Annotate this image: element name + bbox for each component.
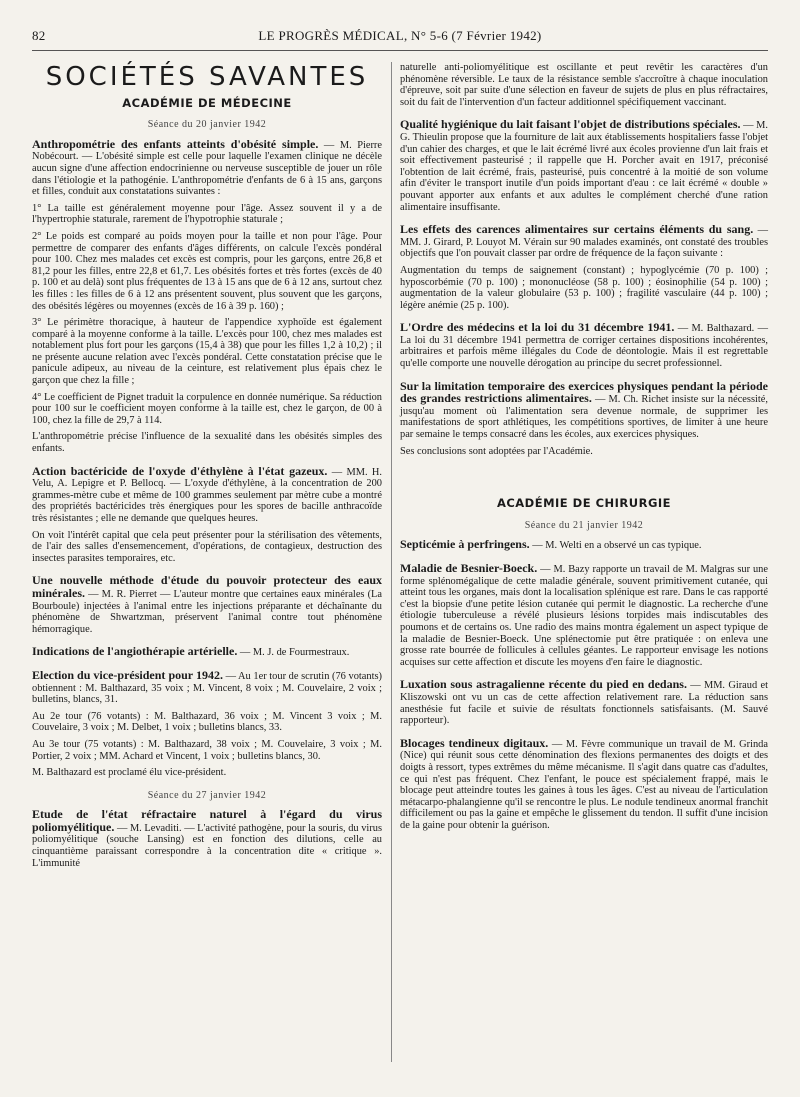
article-text: — MM. H. Velu, A. Lepigre et P. Bellocq. — L'oxyde d'éthylène, à la concentration de 200 grammes-mètre cube et même de 100 grammes seulement par mètre cube a montré des propriétés bactéricides très énergiques pour les spores de bacille anthracoïde très résistantes ; elle ne demande que quelques heures. <box>32 466 382 524</box>
session-date: Séance du 20 janvier 1942 <box>147 119 267 131</box>
article-ordre-medecins <box>400 322 768 369</box>
article-title: Qualité hygiénique du lait faisant l'objet de distributions spéciales. <box>400 117 741 132</box>
article-poliomyelitique <box>32 809 382 869</box>
article-text: — M. Bazy rapporte un travail de M. Malgras sur une forme splénomégalique de cette maladie générale, souvent primitivement cutanée, qui atteint tous les organes, mais dont la localisation splénique est rare. Dans le cas rapporté c'est la biopsie d'une petite lésion cutanée qui permit le diagnostic. La recherche d'une étiologie tuberculeuse a révélé plusieurs lésions torpides mais indiscutables des poumons et de certains os. Une radio des mains montra également un aspect typique de la maladie de Besnier-Boeck. Une splénectomie put être pratiquée : on enleva une grosse rate bourrée de follicules à cellules géantes. Le rapporteur envisage les notions acquises sur cette affection et discute les moyens d'en faire le diagnostic. <box>400 564 768 668</box>
right-column <box>400 62 768 836</box>
article-text: — MM. J. Girard, P. Louyot M. Vérain sur 90 malades examinés, ont constaté des troubles objectifs que l'on pouvait classer par ordre de fréquence de la façon suivante : <box>400 225 768 260</box>
article-title: Les effets des carences alimentaires sur certains éléments du sang. <box>400 222 754 237</box>
paragraph: L'anthropométrie précise l'influence de la sexualité dans les obésités simples des enfants. <box>32 431 382 455</box>
article-text: — Au 1er tour de scrutin (76 votants) obtiennent : M. Balthazard, 35 voix ; M. Vincent, 8 voix ; M. Couvelaire, 2 voix ; bulletins, blancs, 31. <box>32 670 382 706</box>
article-angiotherapie <box>32 646 382 659</box>
header-rule <box>32 50 768 51</box>
article-title: L'Ordre des médecins et la loi du 31 décembre 1941. <box>400 320 675 335</box>
page-number: 82 <box>32 28 46 43</box>
article-anthropometrie <box>32 136 383 198</box>
paragraph: On voit l'intérêt capital que cela peut présenter pour la stérilisation des vêtements, de l'air des salles d'ensemencement, d'opérations, de contagieux, destruction des insectes parasites temporaires, etc. <box>32 529 382 564</box>
session-date: Séance du 21 janvier 1942 <box>524 519 644 531</box>
paragraph: Au 3e tour (75 votants) : M. Balthazard, 38 voix ; M. Couvelaire, 3 voix ; M. Portier, 2 voix ; MM. Achard et Vincent, 1 voix ; bulletins blancs, 30. <box>32 738 382 762</box>
article-lait <box>400 119 768 213</box>
article-election <box>32 667 382 706</box>
article-title: Action bactéricide de l'oxyde d'éthylène à l'état gazeux. <box>32 463 328 478</box>
article-title: Etude de l'état réfractaire naturel à l'égard du virus poliomyélitique. <box>32 807 382 834</box>
article-title: Septicémie à perfringens. <box>400 537 530 552</box>
article-oxyde <box>32 463 382 525</box>
article-text: — M. Ch. Richet insiste sur la nécessité, jusqu'au moment où l'alimentation sera devenue normale, de supprimer les manifestations de sport athlétiques, les compétitions sportives, de limiter à une heure par semaine le temps consacré dans les écoles, aux exercices physiques. <box>400 394 768 441</box>
article-title: Indications de l'angiothérapie artérielle. <box>32 644 238 659</box>
running-title: LE PROGRÈS MÉDICAL, N° 5-6 (7 Février 1942) <box>258 28 542 43</box>
paragraph: Augmentation du temps de saignement (constant) ; hypoglycémie (70 p. 100) ; hyposcorbémie (70 p. 100) ; mononucléose (58 p. 100) ; éosinophilie (54 p. 100) ; augmentation de la valeur globulaire (53 p. 100) ; fragilité vasculaire (44 p. 100) ; légère anémie (25 p. 100). <box>400 264 768 311</box>
academy-heading: ACADÉMIE DE CHIRURGIE <box>496 496 672 511</box>
article-text: — M. J. de Fourmestraux. <box>239 647 350 659</box>
academy-heading: ACADÉMIE DE MÉDECINE <box>122 95 292 110</box>
article-carences <box>400 224 768 260</box>
article-title: Blocages tendineux digitaux. <box>400 735 549 750</box>
article-title: Election du vice-président pour 1942. <box>32 667 223 682</box>
article-blocages <box>400 735 768 832</box>
article-septicemie <box>400 539 768 552</box>
article-text: — M. Levaditi. — L'activité pathogène, pour la souris, du virus poliomyélitique (souche Lansing) est en fonction des dilutions, celle au cinquantième paraissant correspondre à la concentration dite « critique ». L'immunité <box>32 822 383 869</box>
section-title: SOCIÉTÉS SAVANTES <box>45 62 369 92</box>
article-title: Une nouvelle méthode d'étude du pouvoir protecteur des eaux minérales. <box>32 573 382 600</box>
paragraph: M. Balthazard est proclamé élu vice-président. <box>32 767 227 779</box>
article-text: — M. Balthazard. — La loi du 31 décembre 1941 permettra de corriger certaines dispositions incohérentes, arbitraires et parfois même illégales du Code de déontologie. Mais il est regrettable qu'elle comporte une nouvelle dérogation au principe du secret professionnel. <box>400 323 768 370</box>
article-text: — M. Fèvre communique un travail de M. Grinda (Nice) qui réunit sous cette dénomination des flexions permanentes des doigts et des doigts à ressort, types extrêmes du même mécanisme. Il s'agit dans quatre cas d'adultes, ce qui n'est pas fréquent. Chez l'enfant, le pouce est spécialement frappé, mais le blocage peut atteindre toutes les gaines à tous les âges. C'est au niveau de l'articulation métacarpo-phalangienne qu'il se rencontre le plus. Le nodule tendineux anormal franchit difficilement ou pas la gaine et empêche le glissement du tendon. Il suffit d'une incision de la gaine pour obtenir la guérison. <box>400 738 768 831</box>
page-header <box>32 28 768 48</box>
paragraph: 3° Le périmètre thoracique, à hauteur de l'appendice xyphoïde est également comparé à la moyenne conforme à la taille. L'excès pour 100, chez mes malades est notablement plus fort pour les garçons (15,4 à 38) que pour les filles 1,2 à 10,2) ; il ne présente aucune relation avec l'excès pondéral. Cette constatation précise que le panicule adipeux, au niveau de la ceinture, est relativement plus épais chez le garçon que chez la fille ; <box>32 317 382 387</box>
article-luxation <box>400 679 768 726</box>
paragraph: Au 2e tour (76 votants) : M. Balthazard, 36 voix ; M. Vincent 3 voix ; M. Couvelaire, 3 voix ; M. Delbet, 1 voix ; bulletins blancs, 33. <box>32 710 382 734</box>
article-eaux-minerales <box>32 575 382 635</box>
left-column <box>32 62 382 874</box>
paragraph: Ses conclusions sont adoptées par l'Académie. <box>400 445 593 457</box>
article-text: — M. R. Pierret — L'auteur montre que certaines eaux minérales (La Bourboule) injectées à l'animal entre les injections préparante et déchaînante du phénomène de Shwartzman, préservent l'animal contre tout phénomène hémorragique. <box>32 588 382 635</box>
article-text: — M. Welti en a observé un cas typique. <box>532 540 702 552</box>
article-besnier-boeck <box>400 563 768 668</box>
paragraph: 4° Le coefficient de Pignet traduit la corpulence en donnée numérique. Sa réduction pour 100 sur le coefficient moyen conforme à la taille est, chez le garçon, de 00 à 100, chez la fille de 29,7 à 114. <box>32 391 382 426</box>
paragraph: naturelle anti-poliomyélitique est oscillante et peut revêtir les caractères d'un phénomène réversible. Le taux de la résistance semble s'accroître à chaque inoculation d'épreuve, soit par suite d'une sélection en faveur de sujets de plus en plus réfractaires, soit du fait de l'intervention d'un facteur additionnel spécifiquement vaccinant. <box>400 62 768 108</box>
article-text: — M. Pierre Nobécourt. — L'obésité simple est celle pour laquelle l'examen clinique ne décèle aucun signe d'une affection endocrinienne ou nerveuse susceptible de jouer un rôle dans l'étiologie et la pathogénie. L'anthropométrie d'enfants de 6 à 15 ans, garçons et filles, conduit aux constatations suivantes : <box>32 139 383 198</box>
article-title: Anthropométrie des enfants atteints d'obésité simple. <box>32 136 319 151</box>
paragraph: 1° La taille est généralement moyenne pour l'âge. Assez souvent il y a de l'hypertrophie staturale, rarement de l'hypotrophie staturale ; <box>32 202 382 226</box>
article-title: Maladie de Besnier-Boeck. <box>400 561 538 575</box>
paragraph: 2° Le poids est comparé au poids moyen pour la taille et non pour l'âge. Pour permettre de comparer des enfants d'âges différents, on calcule l'excès pondéral pour 100. Chez mes malades cet excès est compris, pour les garçons, entre 26,8 et 81,2 pour les filles, entre 22,8 et 61,7. Les obésités fortes et très fortes (excès de 40 p. 100 et au delà) sont plus fréquentes de 13 à 15 ans que de 6 à 12 ans, surtout chez les filles : les filles de 6 à 12 ans présentent souvent, plus souvent que les garçons, des obésités légères ou moyennes (excès de 16 à 39 p. 160) ; <box>32 230 382 312</box>
article-exercices <box>400 378 768 441</box>
column-divider <box>391 62 392 1062</box>
article-text: — MM. Giraud et Kliszowski ont vu un cas de cette affection relativement rare. La réduction sans anesthésie fut facile et suivie de résultats fonctionnels satisfaisants. (M. Sauvé rapporteur). <box>400 680 768 727</box>
article-text: — M. G. Thieulin propose que la fourniture de lait aux établissements hospitaliers fasse l'objet d'un cahier des charges, et que le lait écrémé livré aux écoles provienne d'un lait frais et soit effectivement pasteurisé ; il rappelle que H. Porcher avait en 1917, préconisé l'obtention de lait écrémé, frais, pasteurisé, puis concentré à la moitié de son volume afin d'éviter le transport inutile d'un poids important d'eau : ce lait écrémé « double » pouvant apporter aux enfants et aux adultes le complément cherché d'une ration alimentaire insuffisante. <box>400 120 768 213</box>
session-date: Séance du 27 janvier 1942 <box>147 789 267 801</box>
article-title: Sur la limitation temporaire des exercices physiques pendant la période des grandes restrictions alimentaires. <box>400 378 768 406</box>
article-title: Luxation sous astragalienne récente du pied en dedans. <box>400 677 687 692</box>
